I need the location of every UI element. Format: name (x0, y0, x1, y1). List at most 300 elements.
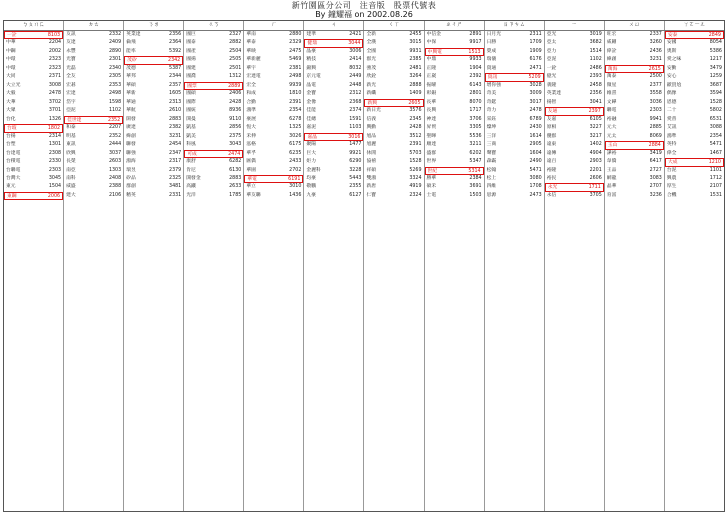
stock-entry (425, 133, 484, 141)
stock-code: 5392 (169, 48, 182, 54)
stock-entry (425, 73, 484, 81)
stock-name: 協禧 (366, 159, 377, 165)
stock-code: 1210 (708, 160, 721, 166)
stock-name: 英業達 (546, 91, 562, 97)
stock-code: 6278 (289, 116, 302, 122)
stock-name: 台聯電 (6, 167, 21, 173)
stock-code: 1477 (349, 142, 362, 148)
stock-code: 3260 (649, 40, 662, 46)
stock-column (425, 31, 485, 511)
stock-name: 勝華 (426, 175, 437, 181)
stock-code: 2890 (108, 48, 122, 54)
stock-entry (64, 31, 123, 39)
stock-code: 3264 (409, 74, 422, 80)
stock-entry (244, 183, 303, 191)
stock-code: 1325 (289, 125, 302, 131)
stock-name: 台塑 (6, 142, 16, 148)
stock-name: 雙鴻 (366, 175, 377, 181)
stock-code: 3594 (709, 91, 722, 97)
stock-name: 晶華 (606, 184, 617, 190)
stock-name: 長榮 (66, 159, 76, 165)
stock-code: 2368 (349, 99, 362, 105)
stock-code: 6127 (349, 192, 362, 198)
stock-entry (124, 116, 183, 124)
stock-entry (124, 90, 183, 98)
stock-entry (605, 39, 664, 47)
stock-code: 2880 (289, 32, 302, 37)
stock-code: 8069 (649, 133, 662, 139)
stock-code: 9939 (289, 82, 302, 88)
stock-entry (364, 90, 423, 98)
stock-name: 艾訊 (666, 125, 677, 131)
stock-name: 資通 (486, 65, 497, 71)
stock-name: 榮成 (486, 48, 497, 54)
stock-name: 旺宏 (606, 32, 617, 37)
stock-entry (4, 175, 63, 183)
stock-entry (425, 192, 484, 200)
stock-entry (4, 48, 63, 56)
stock-entry (304, 124, 363, 132)
stock-code: 3706 (469, 116, 482, 122)
stock-name: 奧斯 (666, 48, 677, 54)
stock-entry (364, 82, 423, 90)
stock-entry (485, 65, 544, 73)
stock-name: 台化 (6, 116, 16, 122)
stock-entry (124, 150, 183, 158)
stock-entry (605, 56, 664, 64)
stock-code: 2633 (229, 184, 242, 190)
stock-entry (244, 31, 303, 39)
stock-entry (304, 73, 363, 81)
stock-code: 2605 (408, 100, 421, 106)
stock-name: 恆大 (246, 125, 256, 131)
stock-code: 3028 (529, 82, 542, 88)
stock-name: 廣達 (126, 125, 136, 131)
stock-entry (124, 107, 183, 115)
stock-name: 偉全 (666, 150, 677, 156)
stock-entry (4, 107, 63, 115)
stock-name: 國碩 (186, 91, 196, 97)
stock-code: 1326 (48, 116, 62, 122)
stock-code: 2891 (469, 32, 482, 37)
stock-entry (244, 99, 303, 107)
stock-name: 裕民 (546, 175, 557, 181)
stock-name: 友訊 (66, 32, 76, 37)
stock-code: 3043 (229, 142, 242, 148)
stock-code: 2323 (48, 57, 62, 63)
stock-name: 中華 (6, 40, 16, 46)
stock-name: 倫飛 (126, 40, 136, 46)
stock-code: 2006 (47, 193, 61, 199)
stock-name: 中鼎 (426, 57, 437, 63)
stock-name: 台積電 (6, 159, 21, 165)
stock-code: 2364 (169, 40, 182, 46)
stock-code: 2490 (529, 159, 542, 165)
stock-name: 奇美 (486, 91, 497, 97)
stock-name: 長華 (426, 99, 437, 105)
stock-code: 2325 (169, 175, 182, 181)
stock-entry (184, 82, 243, 90)
stock-name: 歐買尬 (666, 82, 682, 88)
stock-code: 1904 (469, 65, 482, 71)
stock-name: 碩禾 (426, 184, 437, 190)
stock-entry (64, 56, 123, 64)
stock-name: 錦興 (306, 65, 316, 71)
stock-code: 9933 (469, 57, 482, 63)
stock-code: 2342 (168, 58, 181, 64)
stock-entry (244, 167, 303, 175)
stock-code: 2330 (48, 159, 62, 165)
stock-code: 5314 (468, 168, 481, 174)
stock-entry (64, 133, 123, 141)
stock-code: 2355 (349, 184, 362, 190)
stock-column (485, 31, 545, 511)
stock-name: 凱基 (186, 125, 196, 131)
stock-entry (304, 39, 363, 47)
stock-entry (485, 183, 544, 191)
stock-code: 3701 (48, 108, 62, 114)
stock-name: 松上 (486, 175, 497, 181)
stock-entry (545, 116, 604, 124)
stock-entry (545, 192, 604, 200)
stock-entry (244, 107, 303, 115)
stock-name: 譁裕 (606, 150, 617, 156)
stock-code: 5469 (289, 57, 302, 63)
stock-code: 3015 (409, 40, 422, 46)
stock-code: 2381 (289, 65, 302, 71)
stock-code: 9921 (349, 150, 362, 156)
stock-entry (485, 73, 544, 81)
stock-entry (184, 158, 243, 166)
stock-code: 2353 (108, 82, 122, 88)
stock-entry (304, 31, 363, 39)
stock-entry (304, 167, 363, 175)
stock-code: 2391 (289, 99, 302, 105)
stock-code: 3037 (108, 150, 122, 156)
stock-name: 匯僑 (246, 159, 256, 165)
stock-name: 華園 (246, 167, 256, 173)
stock-name: 萬海 (607, 66, 618, 72)
stock-entry (605, 82, 664, 90)
stock-name: 開發金 (186, 175, 201, 181)
stock-name: 鴻準 (666, 133, 677, 139)
stock-name: 嘉晶 (307, 134, 317, 140)
stock-entry (545, 39, 604, 47)
stock-name: 國建 (186, 65, 196, 71)
stock-entry (124, 175, 183, 183)
stock-entry (425, 90, 484, 98)
stock-entry (545, 48, 604, 56)
stock-name: 晶電 (306, 82, 316, 88)
stock-entry (545, 175, 604, 183)
stock-entry (364, 116, 423, 124)
stock-code: 2414 (349, 57, 362, 63)
stock-entry (124, 73, 183, 81)
stock-entry (124, 65, 183, 73)
stock-code: 2428 (229, 99, 242, 105)
stock-name: 新興 (367, 100, 378, 106)
stock-column (304, 31, 364, 511)
stock-name: 興農 (666, 175, 677, 181)
stock-name: 優群 (546, 133, 557, 139)
stock-code: 2384 (469, 175, 482, 181)
stock-name: 愛普 (666, 116, 677, 122)
stock-name: 健鼎 (307, 41, 317, 47)
stock-entry (364, 73, 423, 81)
stock-entry (64, 48, 123, 56)
stock-name: 群光 (366, 57, 377, 63)
stock-code: 2397 (588, 109, 601, 115)
stock-name: 友達 (66, 40, 76, 46)
column-header: ㄐ (304, 21, 364, 30)
stock-entry (184, 39, 243, 47)
stock-entry (124, 183, 183, 191)
stock-entry (4, 141, 63, 149)
stock-code: 2615 (648, 66, 661, 72)
stock-name: 華航 (126, 108, 136, 114)
stock-name: 育富 (606, 192, 617, 198)
stock-code: 2421 (349, 32, 362, 37)
stock-code: 1402 (589, 142, 602, 148)
stock-entry (4, 90, 63, 98)
stock-entry (4, 133, 63, 141)
stock-entry (4, 39, 63, 47)
stock-entry (184, 65, 243, 73)
stock-code: 2471 (529, 65, 542, 71)
stock-code: 5471 (709, 142, 722, 148)
stock-name: 微星 (606, 82, 617, 88)
stock-code: 2352 (108, 133, 122, 139)
stock-entry (485, 150, 544, 158)
stock-entry (184, 167, 243, 175)
stock-code: 2475 (289, 48, 302, 54)
stock-entry (485, 39, 544, 47)
stock-name: 新日光 (366, 108, 381, 114)
stock-entry (4, 150, 63, 158)
stock-code: 2323 (48, 65, 62, 71)
stock-name: 可成 (187, 151, 197, 157)
stock-entry (184, 183, 243, 191)
stock-name: 王品 (606, 167, 617, 173)
stock-entry (665, 167, 724, 175)
stock-name: 緯創 (606, 57, 617, 63)
stock-name: 順達 (426, 142, 437, 148)
stock-entry (64, 124, 123, 132)
stock-entry (425, 31, 484, 39)
stock-code: 3231 (169, 133, 182, 139)
stock-entry (244, 192, 303, 200)
stock-name: 大成 (667, 160, 678, 166)
stock-entry (605, 167, 664, 175)
stock-code: 1717 (469, 108, 482, 114)
stock-entry (4, 31, 63, 39)
stock-code: 1712 (709, 175, 722, 181)
stock-code: 2436 (649, 48, 662, 54)
stock-code: 2324 (409, 192, 422, 198)
stock-code: 2327 (229, 32, 242, 37)
stock-column (4, 31, 64, 511)
stock-code: 5802 (709, 108, 722, 114)
stock-entry (364, 192, 423, 200)
stock-entry (64, 90, 123, 98)
stock-entry (304, 175, 363, 183)
stock-code: 2382 (169, 125, 182, 131)
stock-name: 精技 (306, 57, 316, 63)
stock-entry (364, 48, 423, 56)
stock-entry (485, 56, 544, 64)
stock-code: 2883 (229, 175, 242, 181)
stock-code: 2905 (529, 142, 542, 148)
stock-code: 1709 (529, 40, 542, 46)
stock-name: 高鐵 (186, 184, 196, 190)
stock-name: 群創 (126, 184, 136, 190)
stock-name: 泓格 (246, 142, 256, 148)
stock-name: 燦坤 (486, 125, 497, 131)
stock-code: 6191 (288, 176, 301, 182)
stock-entry (605, 99, 664, 107)
stock-entry (425, 107, 484, 115)
stock-name: 晶豪 (306, 48, 316, 54)
stock-name: 信義 (366, 116, 377, 122)
stock-name: 金寶 (306, 91, 316, 97)
stock-name: 明基 (66, 133, 76, 139)
stock-name: 遠百 (546, 159, 557, 165)
stock-code: 2204 (48, 40, 62, 46)
stock-code: 2454 (169, 142, 182, 148)
stock-code: 2882 (229, 40, 242, 46)
stock-code: 3016 (348, 134, 361, 140)
stock-entry (4, 99, 63, 107)
stock-entry (485, 31, 544, 39)
stock-name: 安勤 (666, 65, 677, 71)
stock-name: 新唐 (366, 184, 377, 190)
stock-code: 3236 (649, 192, 662, 198)
stock-entry (364, 107, 423, 115)
stock-name: 揚智 (546, 99, 557, 105)
stock-name: 和泰 (66, 125, 76, 131)
stock-code: 3691 (469, 184, 482, 190)
stock-code: 9110 (229, 116, 242, 122)
stock-entry (605, 116, 664, 124)
stock-entry (124, 31, 183, 39)
stock-name: 世紀 (427, 168, 438, 174)
stock-name: 中保 (426, 40, 437, 46)
stock-name: 神達 (426, 116, 437, 122)
stock-entry (665, 107, 724, 115)
stock-code: 1785 (229, 192, 242, 198)
stock-entry (244, 90, 303, 98)
stock-entry (485, 48, 544, 56)
stock-entry (485, 167, 544, 175)
stock-entry (545, 65, 604, 73)
stock-entry (244, 175, 303, 183)
stock-entry (425, 65, 484, 73)
stock-entry (64, 175, 123, 183)
stock-code: 3227 (589, 125, 602, 131)
stock-name: 炬力 (306, 159, 316, 165)
stock-code: 2801 (469, 91, 482, 97)
stock-name: 光洋 (186, 192, 196, 198)
stock-name: 恩德 (666, 99, 677, 105)
stock-name: 亞力 (546, 48, 557, 54)
stock-name: 華宇 (246, 65, 256, 71)
stock-code: 2409 (108, 40, 122, 46)
stock-entry (425, 116, 484, 124)
stock-code: 5443 (349, 175, 362, 181)
stock-entry (184, 150, 243, 158)
stock-code: 2448 (349, 82, 362, 88)
stock-entry (124, 56, 183, 64)
stock-name: 華泰 (246, 40, 256, 46)
column-header: ㄍㄎ (184, 21, 244, 30)
stock-name: 九豪 (306, 192, 316, 198)
stock-name: 友通 (547, 109, 558, 115)
stock-name: 瑞昱 (126, 167, 136, 173)
stock-name: 華新 (126, 91, 136, 97)
stock-name: 昇貿 (426, 125, 437, 131)
stock-code: 2406 (229, 91, 242, 97)
stock-name: 東鋼 (7, 193, 17, 199)
stock-code: 1810 (289, 91, 302, 97)
column-header-row (4, 21, 724, 31)
stock-column (665, 31, 724, 511)
column-header: ㄚㄛ－ㄦ (683, 22, 706, 28)
stock-name: 網龍 (606, 175, 617, 181)
stock-name: 台玻 (7, 126, 17, 132)
stock-entry (545, 82, 604, 90)
stock-name: 新纖 (366, 91, 377, 97)
stock-entry (184, 124, 243, 132)
stock-code: 2392 (469, 74, 482, 80)
stock-code: 2340 (108, 65, 122, 71)
stock-name: 旭品 (366, 133, 377, 139)
stock-code: 1101 (709, 167, 722, 173)
stock-entry (4, 183, 63, 191)
stock-code: 5347 (469, 159, 482, 165)
stock-name: 安心 (666, 74, 677, 80)
stock-code: 2444 (108, 142, 122, 148)
stock-name: 大同 (6, 74, 16, 80)
stock-entry (425, 48, 484, 56)
stock-entry (304, 150, 363, 158)
stock-code: 2449 (349, 74, 362, 80)
stock-name: 國際 (186, 99, 196, 105)
stock-code: 2707 (649, 184, 662, 190)
stock-entry (485, 124, 544, 132)
stock-name: 裕融 (606, 116, 617, 122)
stock-code: 6789 (529, 116, 542, 122)
stock-entry (64, 82, 123, 90)
stock-name: 茂矽 (127, 58, 137, 64)
stock-entry (485, 192, 544, 200)
stock-name: 欣興 (66, 150, 76, 156)
stock-code: 3010 (289, 184, 302, 190)
stock-name: 英特 (666, 142, 677, 148)
stock-entry (605, 107, 664, 115)
stock-name: 四維 (486, 184, 497, 190)
stock-name: 科風 (186, 142, 196, 148)
stock-entry (184, 133, 243, 141)
stock-entry (64, 150, 123, 158)
stock-entry (64, 39, 123, 47)
stock-name: 亞光 (546, 32, 557, 37)
stock-entry (184, 107, 243, 115)
stock-code: 3083 (649, 175, 662, 181)
stock-code: 1708 (529, 184, 542, 190)
stock-name: 國喬 (186, 74, 196, 80)
stock-code: 2305 (108, 74, 122, 80)
stock-code: 3006 (349, 48, 362, 54)
